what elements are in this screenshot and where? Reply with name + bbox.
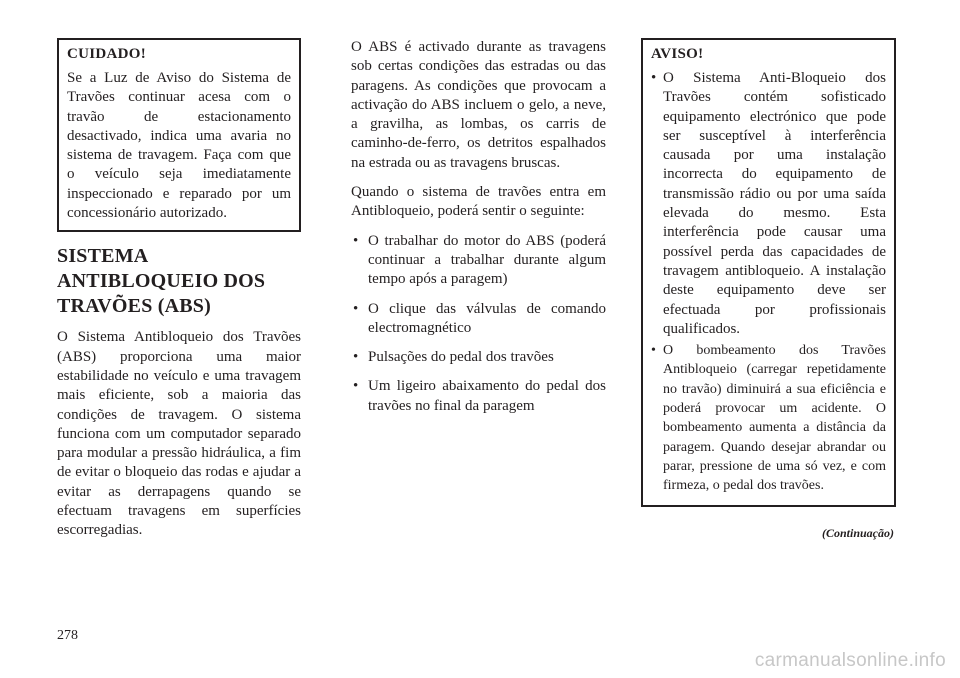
list-item: • O trabalhar do motor do ABS (poderá continuar a trabalhar durante algum tempo após a paragem)	[353, 232, 606, 288]
list-item: • Um ligeiro abaixamento do pedal dos travões no final da paragem	[353, 378, 606, 414]
watermark-text: carmanualsonline.info	[754, 650, 946, 671]
section-intro: O Sistema Antibloqueio dos Travões (ABS) proporciona uma maior estabilidade no veículo e uma travagem mais eficiente, sob a maioria das condições de travagem. O sistema funciona com um computador separado para modular a pressão hidráulica, a fim de evitar o bloqueio das rodas e ajudar a evitar as derrapagens quando se efectuam travagens em superfícies escorregadias.	[57, 329, 301, 539]
warning-title: AVISO!	[651, 46, 704, 62]
bullet-icon: •	[353, 349, 359, 366]
list-item: • O bombeamento dos Travões Antibloqueio (carregar repetidamente no travão) diminuirá a sua eficiência e poderá provocar um acidente. O bombeamento aumenta a distância da paragem. Quando desejar abrandar ou parar, pressione de uma só vez, e com firmeza, o pedal dos travões.	[651, 343, 886, 494]
abs-activation-paragraph: O ABS é activado durante as travagens sob certas condições das estradas ou das paragens. As condições que provocam a activação do ABS incluem o gelo, a neve, a gravilha, as lombas, os carris de caminho-de-ferro, os detritos espalhados na estrada ou as travagens bruscas.	[351, 39, 606, 171]
list-item: • O Sistema Anti-Bloqueio dos Travões contém sofisticado equipamento electrónico que pode ser susceptível à interferência causada por uma instalação incorrecta do equipamento de transmissão rádio ou por uma saída elevada do mesmo. Esta interferência pode causar uma possível perda das capacidades de travagem antibloqueio. A instalação deste equipamento deve ser efectuada por profissionais qualificados.	[651, 70, 886, 337]
warning-list	[651, 69, 886, 496]
page-number: 278	[57, 628, 78, 643]
bullet-icon: •	[353, 378, 359, 395]
list-item: • O clique das válvulas de comando electromagnético	[353, 300, 606, 336]
abs-effects-list	[351, 232, 606, 416]
bullet-icon: •	[651, 343, 656, 359]
caution-box	[57, 38, 301, 232]
left-column	[57, 38, 301, 541]
abs-effects-intro: Quando o sistema de travões entra em Antibloqueio, poderá sentir o seguinte:	[351, 184, 606, 220]
section-heading: SISTEMA ANTIBLOQUEIO DOS TRAVÕES (ABS)	[57, 245, 266, 318]
middle-column	[351, 38, 606, 426]
right-column	[641, 38, 896, 507]
bullet-icon: •	[353, 232, 359, 249]
caution-title: CUIDADO!	[67, 46, 147, 62]
caution-text: Se a Luz de Aviso do Sistema de Travões continuar acesa com o travão de estacionamento desactivado, indica uma avaria no sistema de travagem. Faça com que o veículo seja imediatamente inspeccionado e reparado por um concessionário autorizado.	[67, 70, 291, 222]
continued-label: (Continuação)	[821, 526, 894, 540]
warning-box	[641, 38, 896, 507]
bullet-icon: •	[353, 300, 359, 317]
bullet-icon: •	[651, 70, 657, 86]
list-item: • Pulsações do pedal dos travões	[351, 348, 606, 367]
